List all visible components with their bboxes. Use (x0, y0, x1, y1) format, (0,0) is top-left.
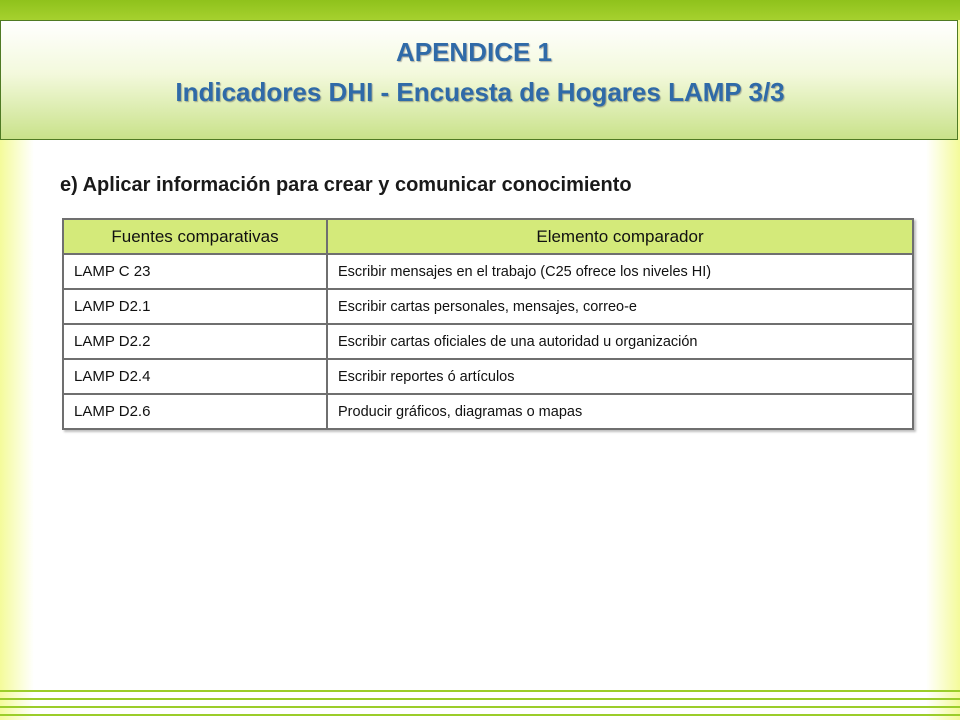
comparison-table (62, 218, 914, 430)
source-cell: LAMP D2.4 (63, 359, 327, 394)
section-subtitle: e) Aplicar información para crear y comunicar conocimiento (60, 174, 632, 196)
top-accent-bar (0, 0, 960, 20)
table-row (63, 289, 913, 324)
bottom-line (0, 690, 960, 692)
bottom-line (0, 714, 960, 716)
element-cell: Escribir cartas personales, mensajes, correo-e (327, 289, 913, 324)
source-cell: LAMP D2.6 (63, 394, 327, 429)
element-cell: Escribir reportes ó artículos (327, 359, 913, 394)
bottom-line (0, 698, 960, 700)
element-cell: Producir gráficos, diagramas o mapas (327, 394, 913, 429)
source-cell: LAMP D2.2 (63, 324, 327, 359)
bottom-decorative-lines (0, 688, 960, 720)
bottom-line (0, 706, 960, 708)
source-cell: LAMP C 23 (63, 254, 327, 289)
table-row (63, 254, 913, 289)
page-title-line2: Indicadores DHI - Encuesta de Hogares LAMP 3/3 (175, 77, 785, 107)
table-header-row (63, 219, 913, 254)
column-header-sources: Fuentes comparativas (63, 219, 327, 254)
source-cell: LAMP D2.1 (63, 289, 327, 324)
page-title-line1: APENDICE 1 (395, 37, 553, 67)
column-header-element: Elemento comparador (327, 219, 913, 254)
element-cell: Escribir cartas oficiales de una autoridad u organización (327, 324, 913, 359)
table-row (63, 324, 913, 359)
title-banner (0, 20, 958, 140)
table-row (63, 359, 913, 394)
element-cell: Escribir mensajes en el trabajo (C25 ofrece los niveles HI) (327, 254, 913, 289)
table-row (63, 394, 913, 429)
